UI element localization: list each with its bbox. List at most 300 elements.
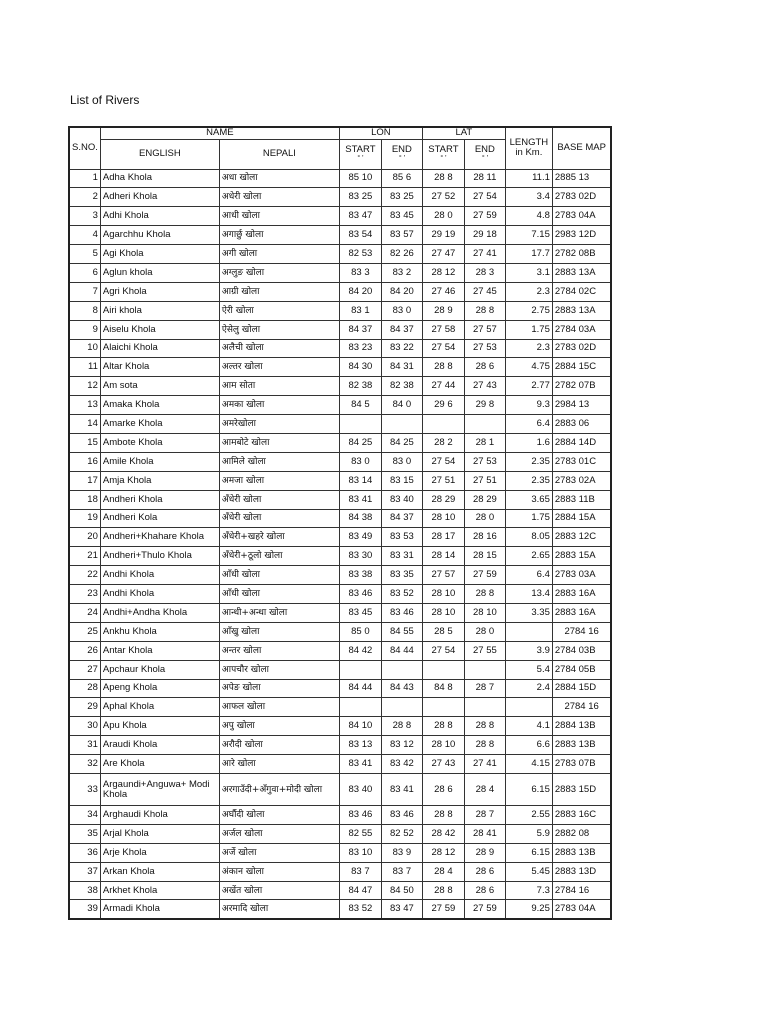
river-nepali-name: आमिले खोला xyxy=(219,452,339,471)
length-value: 4.1 xyxy=(505,717,552,736)
base-map-value: 2884 15C xyxy=(552,358,611,377)
lon-start-value: 85 10 xyxy=(339,169,381,188)
river-sno: 2 xyxy=(69,188,100,207)
length-value: 3.65 xyxy=(505,490,552,509)
river-sno: 25 xyxy=(69,622,100,641)
lat-end-value: 28 10 xyxy=(464,603,505,622)
lat-start-value: 84 8 xyxy=(422,679,464,698)
lon-start-value: 85 0 xyxy=(339,622,381,641)
river-nepali-name: आन्धी+अन्धा खोला xyxy=(219,603,339,622)
lat-start-value: 28 42 xyxy=(422,824,464,843)
length-value: 2.3 xyxy=(505,282,552,301)
lat-end-value: 28 16 xyxy=(464,528,505,547)
base-map-value: 2783 01C xyxy=(552,452,611,471)
river-sno: 15 xyxy=(69,433,100,452)
river-nepali-name: अँधेरी खोला xyxy=(219,490,339,509)
lon-end-value: 84 44 xyxy=(381,641,422,660)
lon-end-value: 84 20 xyxy=(381,282,422,301)
base-map-value: 2783 04A xyxy=(552,207,611,226)
lon-end-value: 83 45 xyxy=(381,207,422,226)
lat-end-value: 27 59 xyxy=(464,207,505,226)
lat-start-value: 28 10 xyxy=(422,603,464,622)
river-nepali-name: अगार्छु खोला xyxy=(219,226,339,245)
lon-start-value: 84 20 xyxy=(339,282,381,301)
lat-end-value: 27 59 xyxy=(464,900,505,919)
lat-end-value: 28 8 xyxy=(464,736,505,755)
base-map-value: 2884 13B xyxy=(552,717,611,736)
lon-header: LON xyxy=(339,127,422,139)
lat-end-value: 27 51 xyxy=(464,471,505,490)
river-english-name: Alaichi Khola xyxy=(100,339,219,358)
length-value: 3.4 xyxy=(505,188,552,207)
river-english-name: Andhi Khola xyxy=(100,566,219,585)
lat-start-value: 28 10 xyxy=(422,736,464,755)
lon-start-value: 84 10 xyxy=(339,717,381,736)
river-english-name: Apeng Khola xyxy=(100,679,219,698)
lat-end-value: 28 0 xyxy=(464,622,505,641)
lon-start-value xyxy=(339,415,381,434)
lon-start-value: 82 55 xyxy=(339,824,381,843)
lat-start-value: 28 4 xyxy=(422,862,464,881)
lon-end-value: 83 40 xyxy=(381,490,422,509)
lon-start-value: 84 44 xyxy=(339,679,381,698)
river-sno: 8 xyxy=(69,301,100,320)
length-value: 6.4 xyxy=(505,566,552,585)
table-row xyxy=(69,169,611,188)
table-row xyxy=(69,301,611,320)
table-row xyxy=(69,547,611,566)
lat-start-value: 28 8 xyxy=(422,717,464,736)
table-row xyxy=(69,320,611,339)
river-english-name: Amarke Khola xyxy=(100,415,219,434)
river-english-name: Arje Khola xyxy=(100,843,219,862)
lon-end-value: 83 22 xyxy=(381,339,422,358)
lon-end-value: 83 52 xyxy=(381,585,422,604)
length-value: 9.25 xyxy=(505,900,552,919)
lat-end-value: 27 59 xyxy=(464,566,505,585)
length-value: 2.55 xyxy=(505,806,552,825)
lon-start-value: 83 25 xyxy=(339,188,381,207)
length-value: 2.77 xyxy=(505,377,552,396)
river-sno: 5 xyxy=(69,245,100,264)
table-row xyxy=(69,843,611,862)
table-body xyxy=(69,169,611,919)
lat-end-value: 28 6 xyxy=(464,862,505,881)
river-nepali-name: ऐरी खोला xyxy=(219,301,339,320)
river-sno: 34 xyxy=(69,806,100,825)
base-map-value: 2783 02A xyxy=(552,471,611,490)
base-map-value: 2784 03A xyxy=(552,320,611,339)
lat-start-value: 27 59 xyxy=(422,900,464,919)
river-english-name: Aphal Khola xyxy=(100,698,219,717)
lat-end-value: 28 41 xyxy=(464,824,505,843)
river-nepali-name: अग्लुङ खोला xyxy=(219,263,339,282)
lon-start-value: 83 41 xyxy=(339,755,381,774)
river-english-name: Arghaudi Khola xyxy=(100,806,219,825)
base-map-value: 2783 07B xyxy=(552,755,611,774)
length-value: 2.35 xyxy=(505,471,552,490)
lat-end-value: 27 54 xyxy=(464,188,505,207)
lon-start-value: 83 14 xyxy=(339,471,381,490)
lon-end-value: 84 0 xyxy=(381,396,422,415)
lon-start-value: 84 38 xyxy=(339,509,381,528)
lon-end-value: 83 15 xyxy=(381,471,422,490)
river-english-name: Andheri Kola xyxy=(100,509,219,528)
table-row xyxy=(69,717,611,736)
length-value xyxy=(505,698,552,717)
lon-start-value xyxy=(339,698,381,717)
lon-end-value: 83 57 xyxy=(381,226,422,245)
lat-end-value: 27 41 xyxy=(464,755,505,774)
river-nepali-name: ऐसेलु खोला xyxy=(219,320,339,339)
lon-end-value: 83 0 xyxy=(381,301,422,320)
river-english-name: Andheri+Khahare Khola xyxy=(100,528,219,547)
lat-start-value: 28 8 xyxy=(422,806,464,825)
river-english-name: Ambote Khola xyxy=(100,433,219,452)
lon-end-value: 83 42 xyxy=(381,755,422,774)
lat-start-value: 28 0 xyxy=(422,207,464,226)
river-sno: 39 xyxy=(69,900,100,919)
lat-start-header: START ° ' xyxy=(422,139,464,169)
length-value: 4.8 xyxy=(505,207,552,226)
river-sno: 26 xyxy=(69,641,100,660)
river-sno: 32 xyxy=(69,755,100,774)
lat-start-value xyxy=(422,698,464,717)
lat-end-value: 29 18 xyxy=(464,226,505,245)
base-map-value: 2883 15D xyxy=(552,774,611,806)
lon-start-value: 83 45 xyxy=(339,603,381,622)
river-sno: 28 xyxy=(69,679,100,698)
lon-start-value: 83 47 xyxy=(339,207,381,226)
table-row xyxy=(69,774,611,806)
table-row xyxy=(69,207,611,226)
lat-end-value: 28 9 xyxy=(464,843,505,862)
river-english-name: Agri Khola xyxy=(100,282,219,301)
length-value: 3.1 xyxy=(505,263,552,282)
lon-end-value: 83 47 xyxy=(381,900,422,919)
length-value: 5.9 xyxy=(505,824,552,843)
river-english-name: Adha Khola xyxy=(100,169,219,188)
length-value xyxy=(505,622,552,641)
river-english-name: Arkhet Khola xyxy=(100,881,219,900)
table-row xyxy=(69,377,611,396)
river-sno: 30 xyxy=(69,717,100,736)
river-nepali-name: आम सोता xyxy=(219,377,339,396)
length-value: 4.15 xyxy=(505,755,552,774)
length-value: 2.35 xyxy=(505,452,552,471)
river-sno: 38 xyxy=(69,881,100,900)
base-map-value: 2784 03B xyxy=(552,641,611,660)
river-nepali-name: आग्री खोला xyxy=(219,282,339,301)
river-sno: 16 xyxy=(69,452,100,471)
lat-end-value: 28 15 xyxy=(464,547,505,566)
lon-start-value: 83 7 xyxy=(339,862,381,881)
table-row xyxy=(69,900,611,919)
lon-start-value: 83 40 xyxy=(339,774,381,806)
base-map-value: 2885 13 xyxy=(552,169,611,188)
length-value: 7.15 xyxy=(505,226,552,245)
lon-end-value: 83 9 xyxy=(381,843,422,862)
length-value: 6.15 xyxy=(505,843,552,862)
river-nepali-name: अँधेरी+खहरे खोला xyxy=(219,528,339,547)
length-value: 9.3 xyxy=(505,396,552,415)
river-nepali-name: अपेङ खोला xyxy=(219,679,339,698)
base-map-value: 2784 05B xyxy=(552,660,611,679)
table-row xyxy=(69,806,611,825)
base-map-value: 2882 08 xyxy=(552,824,611,843)
nepali-header: NEPALI xyxy=(219,139,339,169)
base-map-value: 2883 15A xyxy=(552,547,611,566)
lat-start-value: 28 12 xyxy=(422,263,464,282)
table-row xyxy=(69,226,611,245)
lat-end-value: 28 8 xyxy=(464,585,505,604)
length-value: 2.4 xyxy=(505,679,552,698)
river-nepali-name: अंकान खोला xyxy=(219,862,339,881)
lat-start-value xyxy=(422,415,464,434)
lat-end-value: 28 11 xyxy=(464,169,505,188)
lon-end-value xyxy=(381,698,422,717)
lat-start-value: 28 10 xyxy=(422,509,464,528)
lat-start-value: 27 52 xyxy=(422,188,464,207)
table-row xyxy=(69,433,611,452)
lon-end-value: 83 31 xyxy=(381,547,422,566)
lat-end-value: 28 1 xyxy=(464,433,505,452)
river-sno: 9 xyxy=(69,320,100,339)
table-row xyxy=(69,585,611,604)
river-nepali-name: अमका खोला xyxy=(219,396,339,415)
river-sno: 23 xyxy=(69,585,100,604)
base-map-value: 2783 04A xyxy=(552,900,611,919)
lon-start-value: 84 42 xyxy=(339,641,381,660)
rivers-table-container xyxy=(68,126,612,920)
lat-start-value: 27 43 xyxy=(422,755,464,774)
base-map-value: 2984 13 xyxy=(552,396,611,415)
page-title: List of Rivers xyxy=(70,93,140,107)
lon-start-value: 82 53 xyxy=(339,245,381,264)
lon-end-value: 28 8 xyxy=(381,717,422,736)
river-sno: 13 xyxy=(69,396,100,415)
base-map-value: 2883 16C xyxy=(552,806,611,825)
base-map-value: 2782 07B xyxy=(552,377,611,396)
lon-end-value: 84 50 xyxy=(381,881,422,900)
river-sno: 3 xyxy=(69,207,100,226)
lat-start-value: 27 54 xyxy=(422,452,464,471)
river-sno: 6 xyxy=(69,263,100,282)
base-map-value: 2883 16A xyxy=(552,603,611,622)
river-sno: 10 xyxy=(69,339,100,358)
length-value: 7.3 xyxy=(505,881,552,900)
table-row xyxy=(69,660,611,679)
river-sno: 11 xyxy=(69,358,100,377)
base-map-value: 2784 02C xyxy=(552,282,611,301)
base-map-value: 2883 13A xyxy=(552,301,611,320)
lat-end-value: 28 29 xyxy=(464,490,505,509)
base-map-value: 2782 08B xyxy=(552,245,611,264)
lat-end-value: 28 7 xyxy=(464,806,505,825)
table-row xyxy=(69,415,611,434)
lat-end-value xyxy=(464,698,505,717)
river-sno: 18 xyxy=(69,490,100,509)
lat-start-value: 28 14 xyxy=(422,547,464,566)
table-row xyxy=(69,509,611,528)
length-value: 1.75 xyxy=(505,320,552,339)
lat-start-value: 29 6 xyxy=(422,396,464,415)
lon-end-value: 84 43 xyxy=(381,679,422,698)
table-row xyxy=(69,824,611,843)
length-value: 11.1 xyxy=(505,169,552,188)
river-sno: 37 xyxy=(69,862,100,881)
base-map-value: 2883 13D xyxy=(552,862,611,881)
base-map-value: 2983 12D xyxy=(552,226,611,245)
river-english-name: Apchaur Khola xyxy=(100,660,219,679)
table-header xyxy=(69,127,611,169)
lat-end-value: 28 4 xyxy=(464,774,505,806)
base-map-value: 2784 16 xyxy=(552,698,611,717)
river-sno: 29 xyxy=(69,698,100,717)
river-english-name: Andheri Khola xyxy=(100,490,219,509)
river-sno: 12 xyxy=(69,377,100,396)
river-english-name: Am sota xyxy=(100,377,219,396)
english-header: ENGLISH xyxy=(100,139,219,169)
lat-start-value: 27 54 xyxy=(422,641,464,660)
river-english-name: Agarchhu Khola xyxy=(100,226,219,245)
base-map-value: 2883 13B xyxy=(552,736,611,755)
lat-end-value: 29 8 xyxy=(464,396,505,415)
river-sno: 27 xyxy=(69,660,100,679)
lat-end-value: 27 55 xyxy=(464,641,505,660)
lat-start-value: 28 8 xyxy=(422,169,464,188)
table-row xyxy=(69,339,611,358)
river-sno: 35 xyxy=(69,824,100,843)
lon-end-value xyxy=(381,660,422,679)
river-nepali-name: आमबोटे खोला xyxy=(219,433,339,452)
river-sno: 4 xyxy=(69,226,100,245)
lon-start-value: 84 47 xyxy=(339,881,381,900)
lon-start-value: 83 46 xyxy=(339,806,381,825)
lon-start-value: 83 38 xyxy=(339,566,381,585)
river-sno: 21 xyxy=(69,547,100,566)
length-value: 6.15 xyxy=(505,774,552,806)
river-nepali-name: आफल खोला xyxy=(219,698,339,717)
lon-end-value: 84 25 xyxy=(381,433,422,452)
base-map-value: 2883 06 xyxy=(552,415,611,434)
lat-end-value: 27 45 xyxy=(464,282,505,301)
base-map-value: 2883 13B xyxy=(552,843,611,862)
lon-start-value: 83 46 xyxy=(339,585,381,604)
base-map-value: 2783 03A xyxy=(552,566,611,585)
table-row xyxy=(69,622,611,641)
river-sno: 20 xyxy=(69,528,100,547)
lon-end-value xyxy=(381,415,422,434)
table-row xyxy=(69,358,611,377)
base-map-header: BASE MAP xyxy=(552,127,611,169)
river-english-name: Arjal Khola xyxy=(100,824,219,843)
lat-end-value: 27 53 xyxy=(464,339,505,358)
length-value: 2.3 xyxy=(505,339,552,358)
lat-end-value: 28 6 xyxy=(464,358,505,377)
river-nepali-name: अपु खोला xyxy=(219,717,339,736)
river-nepali-name: आधी खोला xyxy=(219,207,339,226)
length-header: LENGTH in Km. xyxy=(505,127,552,169)
lon-start-value: 84 5 xyxy=(339,396,381,415)
river-sno: 14 xyxy=(69,415,100,434)
river-nepali-name: अल्तर खोला xyxy=(219,358,339,377)
table-row xyxy=(69,263,611,282)
base-map-value: 2783 02D xyxy=(552,339,611,358)
river-nepali-name: आँधी खोला xyxy=(219,566,339,585)
river-english-name: Airi khola xyxy=(100,301,219,320)
table-row xyxy=(69,396,611,415)
river-english-name: Andhi+Andha Khola xyxy=(100,603,219,622)
table-row xyxy=(69,862,611,881)
lon-end-value: 82 26 xyxy=(381,245,422,264)
length-value: 8.05 xyxy=(505,528,552,547)
lat-end-value: 28 8 xyxy=(464,301,505,320)
sno-header: S.NO. xyxy=(69,127,100,169)
lat-start-value: 27 54 xyxy=(422,339,464,358)
river-nepali-name: अमजा खोला xyxy=(219,471,339,490)
lat-end-value: 27 43 xyxy=(464,377,505,396)
lon-start-value: 83 49 xyxy=(339,528,381,547)
base-map-value: 2784 16 xyxy=(552,881,611,900)
table-row xyxy=(69,566,611,585)
lon-start-value: 83 3 xyxy=(339,263,381,282)
lon-start-value: 84 30 xyxy=(339,358,381,377)
river-english-name: Are Khola xyxy=(100,755,219,774)
lon-start-value: 82 38 xyxy=(339,377,381,396)
lat-start-value: 28 17 xyxy=(422,528,464,547)
river-nepali-name: अन्तर खोला xyxy=(219,641,339,660)
lat-end-value: 28 3 xyxy=(464,263,505,282)
river-nepali-name: अखेंत खोला xyxy=(219,881,339,900)
lon-end-value: 83 12 xyxy=(381,736,422,755)
table-row xyxy=(69,641,611,660)
lat-start-value: 29 19 xyxy=(422,226,464,245)
river-nepali-name: आँखु खोला xyxy=(219,622,339,641)
base-map-value: 2783 02D xyxy=(552,188,611,207)
table-row xyxy=(69,188,611,207)
lat-start-value xyxy=(422,660,464,679)
river-nepali-name: अर्जे खोला xyxy=(219,843,339,862)
lon-start-value: 83 10 xyxy=(339,843,381,862)
lon-start-value xyxy=(339,660,381,679)
table-row xyxy=(69,490,611,509)
lon-end-value: 83 2 xyxy=(381,263,422,282)
river-english-name: Antar Khola xyxy=(100,641,219,660)
river-sno: 7 xyxy=(69,282,100,301)
table-row xyxy=(69,282,611,301)
river-nepali-name: अरमादि खोला xyxy=(219,900,339,919)
lon-start-value: 83 23 xyxy=(339,339,381,358)
river-english-name: Amile Khola xyxy=(100,452,219,471)
river-english-name: Agi Khola xyxy=(100,245,219,264)
base-map-value: 2883 12C xyxy=(552,528,611,547)
lon-start-value: 83 54 xyxy=(339,226,381,245)
river-nepali-name: अरौदी खोला xyxy=(219,736,339,755)
base-map-value: 2884 14D xyxy=(552,433,611,452)
river-sno: 36 xyxy=(69,843,100,862)
river-english-name: Ankhu Khola xyxy=(100,622,219,641)
lat-start-value: 27 57 xyxy=(422,566,464,585)
lon-end-value: 84 55 xyxy=(381,622,422,641)
river-sno: 33 xyxy=(69,774,100,806)
lon-end-value: 84 31 xyxy=(381,358,422,377)
river-nepali-name: अर्जल खोला xyxy=(219,824,339,843)
river-nepali-name: अधेरी खोला xyxy=(219,188,339,207)
table-row xyxy=(69,755,611,774)
lat-start-value: 28 29 xyxy=(422,490,464,509)
length-value: 5.4 xyxy=(505,660,552,679)
